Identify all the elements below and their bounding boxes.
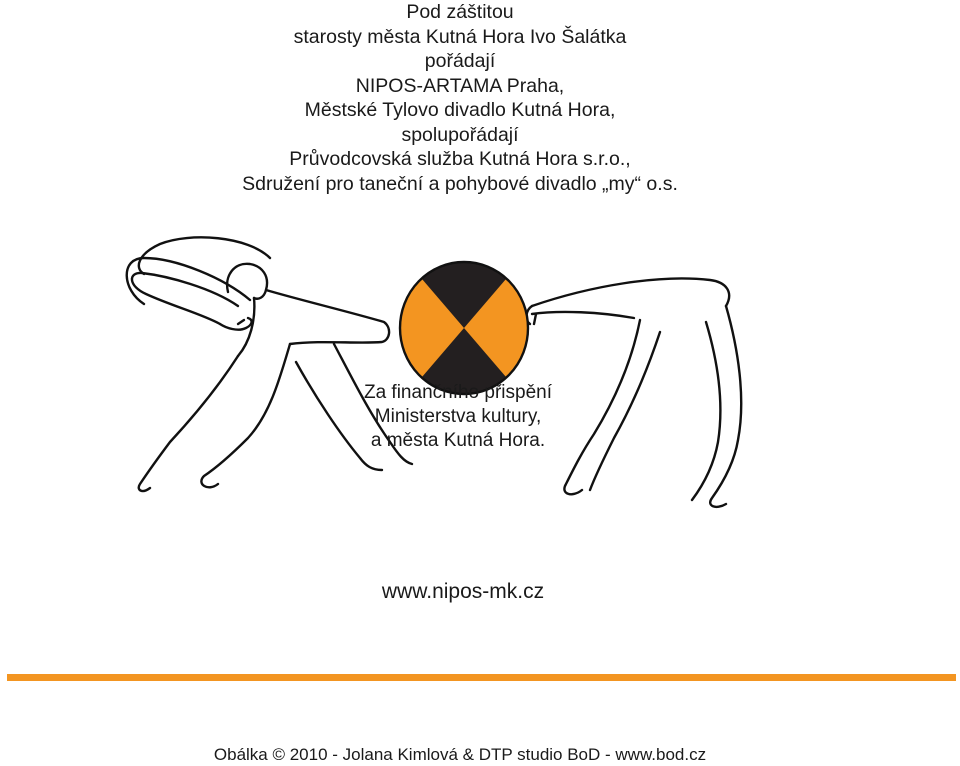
co-organizer-dance-association: Sdružení pro taneční a pohybové divadlo „my“ o.s.	[242, 172, 678, 195]
left-dancer-leg-back	[201, 344, 290, 487]
left-dancer-back-arc	[139, 237, 270, 274]
organizer-theatre: Městské Tylovo divadlo Kutná Hora,	[304, 99, 616, 121]
cover-credits-footer: Obálka © 2010 - Jolana Kimlová & DTP studio BoD - www.bod.cz	[213, 745, 707, 764]
right-dancer-leg-front-2	[590, 332, 660, 490]
left-dancer-head	[227, 264, 267, 299]
left-dancer-torso	[266, 290, 389, 344]
right-dancer-arm	[532, 312, 634, 318]
right-dancer-back	[532, 278, 729, 306]
right-dancer-leg-back	[710, 306, 741, 507]
website-link[interactable]: www.nipos-mk.cz	[381, 580, 545, 603]
organize-label: pořádají	[424, 50, 496, 72]
orange-divider	[7, 674, 956, 681]
left-dancer-leg-back-2	[139, 356, 238, 491]
funding-label: Za finančního přispění	[363, 382, 552, 403]
two-dancers-with-ball-illustration	[120, 228, 810, 518]
co-organizer-guide-service: Průvodcovská služba Kutná Hora s.r.o.,	[289, 148, 631, 170]
organizer-nipos: NIPOS-ARTAMA Praha,	[355, 74, 565, 97]
right-dancer-leg-back-2	[692, 322, 720, 500]
funding-ministry: Ministerstva kultury,	[374, 406, 542, 427]
funding-city: a města Kutná Hora.	[370, 430, 546, 451]
organizers-header	[0, 0, 920, 196]
patron-name: starosty města Kutná Hora Ivo Šalátka	[293, 25, 627, 48]
patronage-label: Pod záštitou	[406, 1, 514, 23]
co-organize-label: spolupořádají	[401, 123, 519, 146]
left-dancer-arm-inner	[127, 258, 250, 304]
funding-credits	[318, 381, 598, 453]
ball-icon	[394, 258, 534, 398]
left-dancer-hand	[220, 318, 252, 330]
